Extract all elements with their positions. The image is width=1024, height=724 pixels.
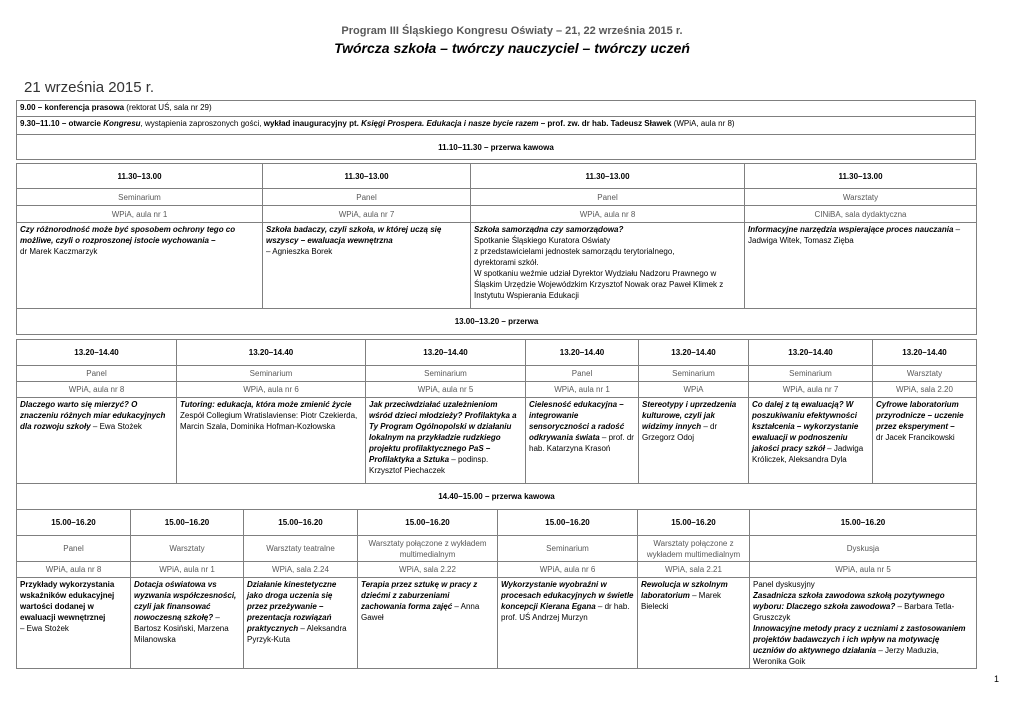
s1-type-1: Seminarium: [17, 189, 263, 206]
s1-place-4: CINiBA, sala dydaktyczna: [745, 206, 977, 223]
s3-event-4: [358, 578, 498, 669]
s3-event-6-author: – Marek Bielecki: [641, 591, 722, 611]
s3-time-5: 15.00–16.20: [498, 510, 638, 536]
s3-event-7-answer-1: – Barbara Tetla-Gruszczyk: [753, 602, 955, 622]
press-place: (rektorat UŚ, sala nr 29): [126, 103, 212, 112]
s3-event-7-head: Panel dyskusyjny: [753, 580, 815, 589]
s2-place-2: WPiA, aula nr 6: [177, 382, 366, 398]
s3-type-1: Panel: [17, 536, 131, 562]
s3-time-4: 15.00–16.20: [358, 510, 498, 536]
s2-event-4: [526, 398, 639, 484]
s3-place-2: WPiA, aula nr 1: [131, 562, 244, 578]
s3-event-6: [638, 578, 750, 669]
s2-event-1-title: Dlaczego warto się mierzyć? O znaczeniu różnych miar edukacyjnych dla rozwoju szkoły: [20, 400, 166, 431]
s2-event-6-author: – Jadwiga Króliczek, Aleksandra Dyla: [752, 444, 864, 464]
s3-place-5: WPiA, aula nr 6: [498, 562, 638, 578]
s2-type-7: Warsztaty: [873, 366, 977, 382]
s1-place-1: WPiA, aula nr 1: [17, 206, 263, 223]
s3-time-2: 15.00–16.20: [131, 510, 244, 536]
s3-event-7-answer-2: – Jerzy Maduzia, Weronika Goik: [753, 646, 939, 666]
s3-event-5-author: – dr hab. prof. UŚ Andrzej Murzyn: [501, 602, 630, 622]
s2-event-3: [366, 398, 526, 484]
s2-type-1: Panel: [17, 366, 177, 382]
s2-event-2-title: Tutoring: edukacja, która może zmienić życie: [180, 400, 352, 409]
s3-event-2: [131, 578, 244, 669]
s1-event-3-line-4: W spotkaniu weźmie udział Dyrektor Wydziału Nadzoru Prawnego w Śląskim Urzędzie Wojewódzkim Krzysztof Nowak oraz Paweł Klimek z Instytutu Wspierania Edukacji: [474, 269, 724, 300]
s1-type-3: Panel: [471, 189, 745, 206]
s3-event-4-title: Terapia przez sztukę w pracy z dziećmi z zaburzeniami zachowania forma zajęć: [361, 580, 478, 611]
s1-time-4: 11.30–13.00: [745, 164, 977, 189]
s3-event-2-author: – Bartosz Kosiński, Marzena Milanowska: [134, 613, 229, 644]
s2-event-6: [749, 398, 873, 484]
s2-event-7-title: Cyfrowe laboratorium przyrodnicze – uczenie przez eksperyment –: [876, 400, 964, 431]
session-3: [16, 509, 976, 669]
s2-type-5: Seminarium: [639, 366, 749, 382]
s2-time-2: 13.20–14.40: [177, 340, 366, 366]
s1-time-1: 11.30–13.00: [17, 164, 263, 189]
s2-place-6: WPiA, aula nr 7: [749, 382, 873, 398]
s1-event-1-title: Czy różnorodność może być sposobem ochrony tego co możliwe, czyli o rozproszonej istocie wychowania –: [20, 225, 236, 245]
s1-event-3-line-1: Spotkanie Śląskiego Kuratora Oświaty: [474, 236, 611, 245]
s3-event-3: [244, 578, 358, 669]
page-number: 1: [994, 674, 1000, 684]
s3-type-3: Warsztaty teatralne: [244, 536, 358, 562]
s2-event-5-title: Stereotypy i uprzedzenia kulturowe, czyli jak widzimy innych: [642, 400, 737, 431]
s1-event-4: [745, 223, 977, 309]
s3-time-7: 15.00–16.20: [750, 510, 977, 536]
s3-type-6: Warsztaty połączone z wykładem multimedialnym: [638, 536, 750, 562]
s1-time-2: 11.30–13.00: [263, 164, 471, 189]
s1-event-3: [471, 223, 745, 309]
opening-place: (WPiA, aula nr 8): [671, 119, 735, 128]
coffee-break-3: 14.40–15.00 – przerwa kawowa: [17, 484, 977, 510]
s3-place-3: WPiA, sala 2.24: [244, 562, 358, 578]
s3-event-3-title: Działanie kinestetyczne jako droga uczenia się przez przeżywanie – prezentacja rozwiązań praktycznych: [247, 580, 337, 633]
coffee-break-1: 11.10–11.30 – przerwa kawowa: [17, 135, 976, 160]
s3-event-1: [17, 578, 131, 669]
opening-rest: , wystąpienia zaproszonych gości,: [140, 119, 262, 128]
s2-event-2: [177, 398, 366, 484]
s2-place-3: WPiA, aula nr 5: [366, 382, 526, 398]
s1-event-3-line-3: dyrektorami szkół.: [474, 258, 539, 267]
s1-place-3: WPiA, aula nr 8: [471, 206, 745, 223]
s3-event-7-question-1: Zasadnicza szkoła zawodowa szkołą pozytywnego wyboru: Dlaczego szkoła zawodowa?: [753, 591, 945, 611]
opening-time: 9.30–11.10 – otwarcie: [20, 119, 101, 128]
opening-kongres: Kongresu: [103, 119, 141, 128]
s3-event-3-author: – Aleksandra Pyrzyk-Kuta: [247, 624, 347, 644]
s2-event-4-author: – prof. dr hab. Katarzyna Krasoń: [529, 433, 634, 453]
s2-event-3-author: – podinsp. Krzysztof Piechaczek: [369, 455, 489, 475]
break-2: 13.00–13.20 – przerwa: [17, 309, 977, 335]
s1-event-4-author: – Jadwiga Witek, Tomasz Zięba: [748, 225, 961, 245]
s2-event-2-author: Zespół Collegium Wratislaviense: Piotr Czekierda, Marcin Szala, Dominika Hofman-Kozłowska: [180, 411, 358, 431]
press-time: 9.00 – konferencja prasowa: [20, 103, 125, 112]
s2-time-4: 13.20–14.40: [526, 340, 639, 366]
s3-event-6-title: Rewolucja w szkolnym laboratorium: [641, 580, 728, 600]
s2-time-1: 13.20–14.40: [17, 340, 177, 366]
s1-type-2: Panel: [263, 189, 471, 206]
s3-time-3: 15.00–16.20: [244, 510, 358, 536]
program-title: Twórcza szkoła – twórczy nauczyciel – twórczy uczeń: [334, 40, 690, 56]
session-2: [16, 339, 976, 510]
s2-event-1: [17, 398, 177, 484]
s2-place-4: WPiA, aula nr 1: [526, 382, 639, 398]
s3-time-1: 15.00–16.20: [17, 510, 131, 536]
s3-event-4-author: – Anna Gaweł: [361, 602, 480, 622]
s3-event-1-title: Przykłady wykorzystania wskaźników edukacyjnej wartości dodanej w ewaluacji wewnętrznej: [20, 580, 115, 622]
s3-event-2-title: Dotacja oświatowa vs wyzwania współczesności, czyli jak finansować nowoczesną szkołę?: [134, 580, 237, 622]
s3-place-1: WPiA, aula nr 8: [17, 562, 131, 578]
s3-place-4: WPiA, sala 2.22: [358, 562, 498, 578]
date-heading: 21 września 2015 r.: [24, 79, 155, 96]
opening-book: Księgi Prospera. Edukacja i nasze bycie razem: [361, 119, 539, 128]
s3-event-7-question-2: Innowacyjne metody pracy z uczniami z zastosowaniem projektów badawczych i ich wpływ na motywację uczniów do aktywnego działania: [753, 624, 966, 655]
program-heading: Program III Śląskiego Kongresu Oświaty – 21, 22 września 2015 r.: [341, 25, 683, 37]
s2-event-3-title: Jak przeciwdziałać uzależnieniom wśród dzieci młodzieży? Profilaktyka a Ty Program Ogólnopolski w działaniu lokalnym na przykładzie rudzkiego projektu profilaktycznego PaS – Profilaktyka a Sztuka: [369, 400, 517, 464]
s2-event-1-author: – Ewa Stożek: [90, 422, 142, 431]
s1-event-3-title: Szkoła samorządna czy samorządowa?: [474, 225, 624, 234]
s3-place-6: WPiA, sala 2.21: [638, 562, 750, 578]
s1-event-1: [17, 223, 263, 309]
opening-lecture: wykład inauguracyjny pt.: [263, 119, 359, 128]
s1-time-3: 11.30–13.00: [471, 164, 745, 189]
s2-type-3: Seminarium: [366, 366, 526, 382]
s2-event-5-author: – dr Grzegorz Odoj: [642, 422, 718, 442]
s2-place-1: WPiA, aula nr 8: [17, 382, 177, 398]
s3-type-4: Warsztaty połączone z wykładem multimedialnym: [358, 536, 498, 562]
s3-place-7: WPiA, aula nr 5: [750, 562, 977, 578]
s2-event-7-author: dr Jacek Francikowski: [876, 433, 955, 442]
s3-type-2: Warsztaty: [131, 536, 244, 562]
opening-block: [16, 100, 976, 160]
opening-speaker: – prof. zw. dr hab. Tadeusz Sławek: [538, 119, 672, 128]
s2-type-4: Panel: [526, 366, 639, 382]
s1-place-2: WPiA, aula nr 7: [263, 206, 471, 223]
s2-time-6: 13.20–14.40: [749, 340, 873, 366]
s2-time-7: 13.20–14.40: [873, 340, 977, 366]
s2-type-6: Seminarium: [749, 366, 873, 382]
s3-type-7: Dyskusja: [750, 536, 977, 562]
s3-type-5: Seminarium: [498, 536, 638, 562]
s2-time-3: 13.20–14.40: [366, 340, 526, 366]
s2-event-4-title: Cielesność edukacyjna – integrowanie sensoryczności a radość odkrywania świata: [529, 400, 625, 442]
s3-event-1-author: – Ewa Stożek: [20, 624, 69, 633]
s2-place-7: WPiA, sala 2.20: [873, 382, 977, 398]
s3-event-7: [750, 578, 977, 669]
s2-time-5: 13.20–14.40: [639, 340, 749, 366]
s1-event-4-title: Informacyjne narzędzia wspierające proces nauczania: [748, 225, 954, 234]
s2-type-2: Seminarium: [177, 366, 366, 382]
s1-event-1-author: dr Marek Kaczmarzyk: [20, 247, 98, 256]
s1-event-2: [263, 223, 471, 309]
s3-time-6: 15.00–16.20: [638, 510, 750, 536]
opening-row: [17, 117, 976, 135]
s2-place-5: WPiA: [639, 382, 749, 398]
session-1: [16, 163, 976, 335]
s3-event-5-title: Wykorzystanie wyobraźni w procesach edukacyjnych w świetle koncepcji Kierana Egana: [501, 580, 634, 611]
s2-event-6-title: Co dalej z tą ewaluacją? W poszukiwaniu efektywności kształcenia – wykorzystanie ewaluacji w podnoszeniu jakości pracy szkół: [752, 400, 859, 453]
s2-event-5: [639, 398, 749, 484]
s2-event-7: [873, 398, 977, 484]
press-conference-row: [17, 101, 976, 117]
s1-event-2-author: – Agnieszka Borek: [266, 247, 333, 256]
s3-event-5: [498, 578, 638, 669]
s1-type-4: Warsztaty: [745, 189, 977, 206]
s1-event-3-line-2: z przedstawicielami jednostek samorządu terytorialnego,: [474, 247, 675, 256]
s1-event-2-title: Szkoła badaczy, czyli szkoła, w której uczą się wszyscy – ewaluacja wewnętrzna: [266, 225, 442, 245]
